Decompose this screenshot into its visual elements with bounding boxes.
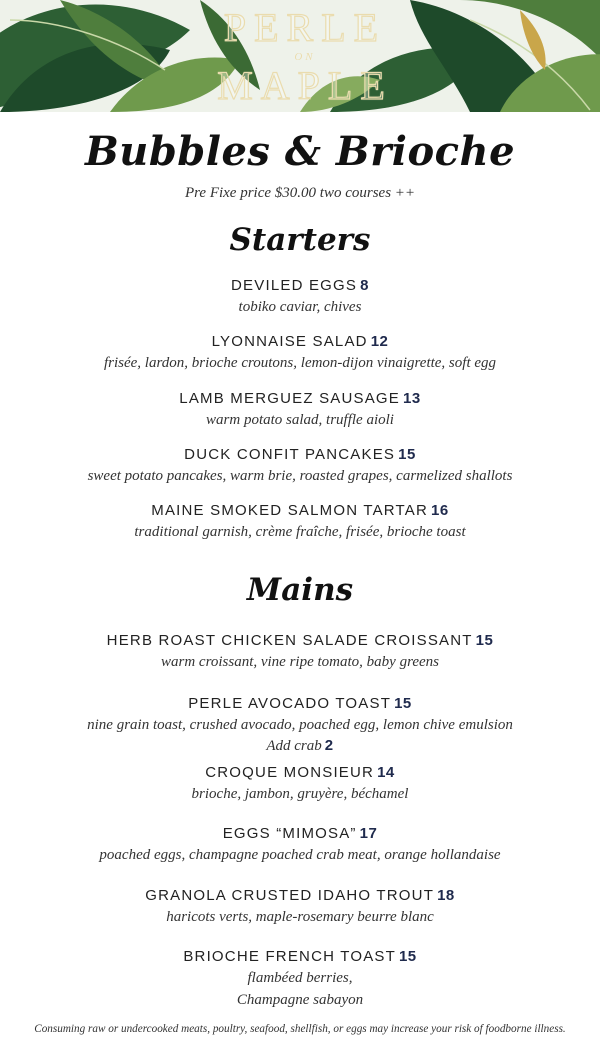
header-banner [0, 0, 600, 112]
item-name: HERB ROAST CHICKEN SALADE CROISSANT [106, 632, 473, 649]
menu-item [0, 631, 600, 673]
menu-item [0, 389, 600, 431]
item-name: DUCK CONFIT PANCAKES [184, 446, 396, 463]
menu-item [0, 763, 600, 805]
item-description: traditional garnish, crème fraîche, frisée, brioche toast [134, 524, 466, 540]
menu-item [0, 276, 600, 318]
item-name: PERLE AVOCADO TOAST [188, 695, 392, 712]
menu-title: Bubbles & Brioche [84, 128, 516, 175]
item-name: MAINE SMOKED SALMON TARTAR [151, 502, 429, 519]
item-description: warm croissant, vine ripe tomato, baby greens [160, 654, 440, 670]
item-price: 16 [431, 502, 449, 519]
item-description: poached eggs, champagne poached crab meat, orange hollandaise [99, 847, 501, 863]
item-price: 15 [398, 446, 416, 463]
item-name: DEVILED EGGS [231, 277, 358, 294]
logo-line-2: ON [294, 51, 316, 63]
item-price: 15 [475, 632, 494, 649]
item-description: nine grain toast, crushed avocado, poached egg, lemon chive emulsion [87, 717, 513, 733]
logo-line-3: MAPLE [217, 63, 393, 108]
item-description: tobiko caviar, chives [238, 299, 362, 315]
item-price: 13 [403, 390, 421, 407]
starters-heading: Starters [229, 222, 371, 258]
item-price: 12 [370, 333, 389, 350]
item-price: 15 [394, 695, 412, 712]
item-description: warm potato salad, truffle aioli [206, 412, 394, 428]
menu-item [0, 501, 600, 543]
item-price: 8 [360, 277, 369, 294]
menu-item [0, 332, 600, 374]
item-name: CROQUE MONSIEUR [205, 764, 375, 781]
item-price: 15 [398, 948, 417, 965]
add-on-label: Add crab [266, 738, 322, 754]
item-description-line-2: Champagne sabayon [236, 992, 364, 1008]
item-description: brioche, jambon, gruyère, béchamel [191, 786, 409, 802]
add-on-price: 2 [324, 737, 334, 754]
item-price: 14 [377, 764, 395, 781]
item-description: flambéed berries, [247, 970, 353, 986]
item-price: 18 [437, 887, 455, 904]
menu-item [0, 886, 600, 928]
mains-heading: Mains [246, 572, 354, 608]
item-name: GRANOLA CRUSTED IDAHO TROUT [145, 887, 435, 904]
menu-item [0, 694, 600, 756]
item-description: sweet potato pancakes, warm brie, roasted grapes, carmelized shallots [87, 468, 513, 484]
item-price: 17 [359, 825, 378, 842]
menu-subtitle: Pre Fixe price $30.00 two courses ++ [184, 185, 416, 201]
item-add-on [0, 736, 600, 756]
item-name: LYONNAISE SALAD [211, 333, 368, 350]
item-name: BRIOCHE FRENCH TOAST [183, 948, 396, 965]
item-description: haricots verts, maple-rosemary beurre blanc [166, 909, 434, 925]
item-description: frisée, lardon, brioche croutons, lemon-dijon vinaigrette, soft egg [103, 355, 497, 371]
item-name: LAMB MERGUEZ SAUSAGE [179, 390, 401, 407]
foodborne-illness-disclaimer: Consuming raw or undercooked meats, poultry, seafood, shellfish, or eggs may increase your risk of foodborne illness. [34, 1023, 566, 1035]
menu-item [0, 445, 600, 487]
logo-line-1: PERLE [223, 5, 387, 50]
menu-item [0, 824, 600, 866]
perle-on-maple-logo [190, 6, 420, 110]
menu-item [0, 947, 600, 1011]
item-name: EGGS “MIMOSA” [222, 825, 357, 842]
